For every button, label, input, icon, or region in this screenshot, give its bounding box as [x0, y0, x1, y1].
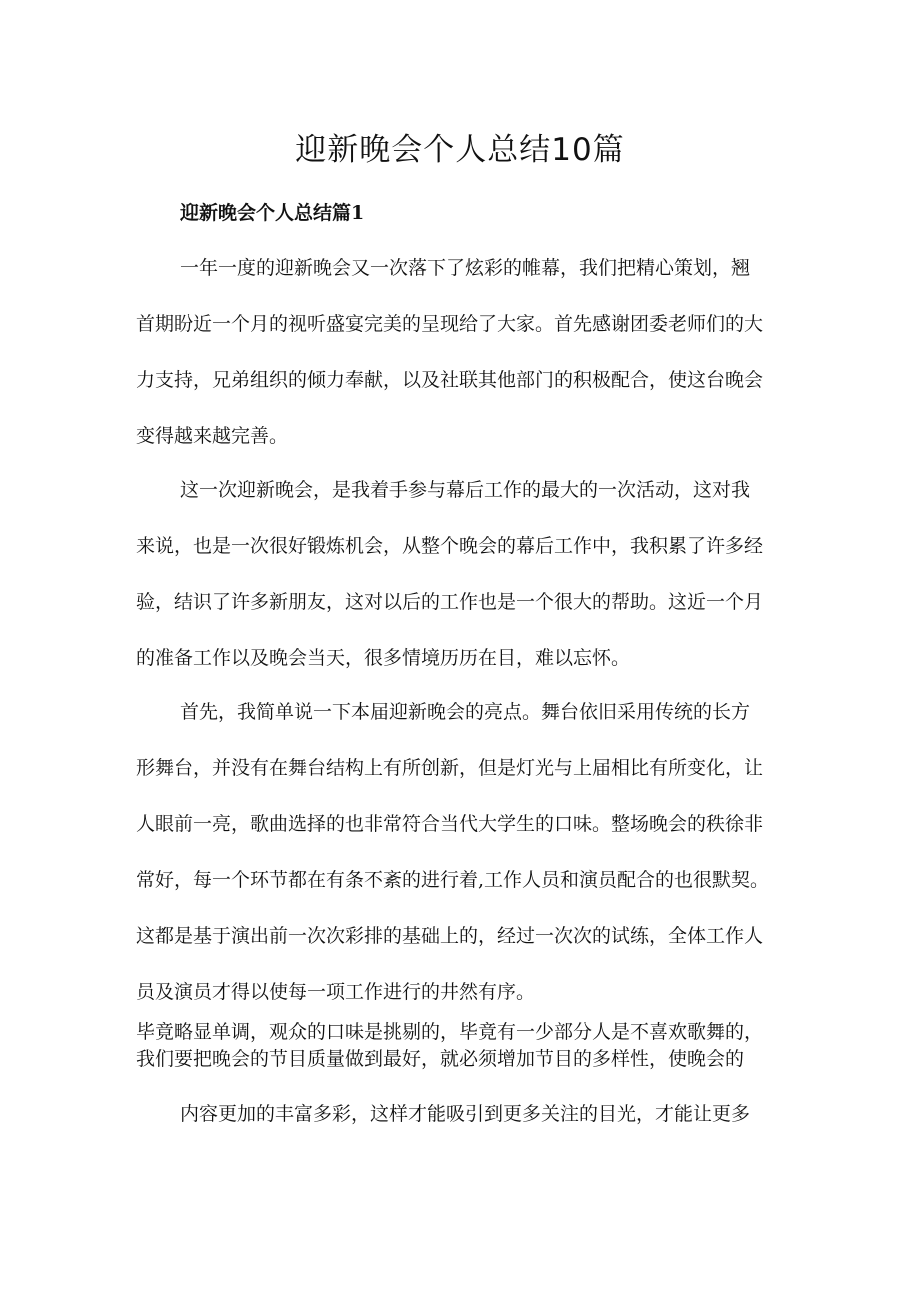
text-line: 首先，我简单说一下本届迎新晚会的亮点。舞台依旧采用传统的长方	[180, 701, 751, 723]
document-title: 迎新晚会个人总结10篇	[295, 132, 625, 168]
paragraph-1	[136, 240, 796, 464]
text-line: 的准备工作以及晚会当天，很多情境历历在目，难以忘怀。	[136, 647, 631, 669]
text-line: 我们要把晚会的节目质量做到最好，就必须增加节目的多样性，使晚会的	[136, 1048, 745, 1070]
text-line: 来说，也是一次很好锻炼机会，从整个晚会的幕后工作中，我积累了许多经	[136, 535, 764, 557]
paragraph-2	[136, 462, 796, 686]
text-line: 常好，每一个环节都在有条不紊的进行着,工作人员和演员配合的也很默契。	[136, 869, 770, 891]
section-heading: 迎新晚会个人总结篇1	[180, 202, 365, 224]
text-line: 变得越来越完善。	[136, 425, 289, 447]
text-line: 人眼前一亮，歌曲选择的也非常符合当代大学生的口味。整场晚会的秩徐非	[136, 813, 764, 835]
text-line: 力支持，兄弟组织的倾力奉献，以及社联其他部门的积极配合，使这台晚会	[136, 369, 764, 391]
text-line: 毕竟略显单调，观众的口味是挑剔的，毕竟有一少部分人是不喜欢歌舞的，	[136, 1021, 764, 1043]
text-line: 员及演员才得以使每一项工作进行的井然有序。	[136, 981, 536, 1003]
text-line: 验，结识了许多新朋友，这对以后的工作也是一个很大的帮助。这近一个月	[136, 591, 764, 613]
paragraph-3	[136, 684, 796, 1020]
text-line: 首期盼近一个月的视听盛宴完美的呈现给了大家。首先感谢团委老师们的大	[136, 313, 764, 335]
paragraph-5: 内容更加的丰富多彩，这样才能吸引到更多关注的目光，才能让更多	[180, 1103, 751, 1125]
text-line: 这一次迎新晚会，是我着手参与幕后工作的最大的一次活动，这对我	[180, 479, 751, 501]
text-line: 一年一度的迎新晚会又一次落下了炫彩的帷幕，我们把精心策划，翘	[180, 257, 751, 279]
text-line: 形舞台，并没有在舞台结构上有所创新，但是灯光与上届相比有所变化，让	[136, 757, 764, 779]
paragraph-4	[136, 1019, 816, 1073]
text-line: 这都是基于演出前一次次彩排的基础上的，经过一次次的试练，全体工作人	[136, 925, 764, 947]
